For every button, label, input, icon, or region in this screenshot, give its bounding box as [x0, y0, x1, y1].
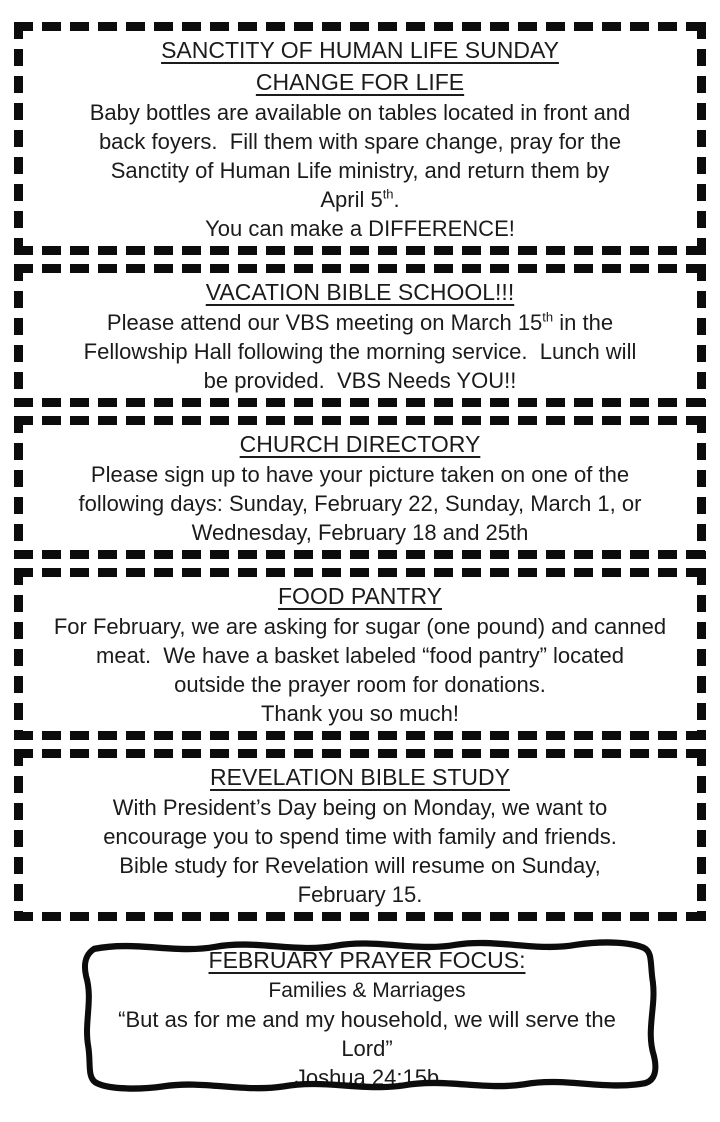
dashed-border-left — [14, 22, 23, 255]
section-title: FEBRUARY PRAYER FOCUS: — [208, 947, 526, 973]
body-line: back foyers. Fill them with spare change, pray for the — [98, 129, 622, 154]
body-line: Wednesday, February 18 and 25th — [191, 520, 529, 545]
body-line: February 15. — [297, 882, 423, 907]
section-title: VACATION BIBLE SCHOOL!!! — [205, 279, 515, 305]
body-line: Families & Marriages — [268, 979, 466, 1002]
body-line: be provided. VBS Needs YOU!! — [203, 368, 517, 393]
body-line: You can make a DIFFERENCE! — [205, 216, 515, 241]
dashed-border-right — [697, 568, 706, 740]
ordinal-superscript: th — [382, 186, 394, 202]
section-title: REVELATION BIBLE STUDY — [210, 764, 510, 790]
dashed-border-bottom — [14, 398, 706, 407]
dashed-border-top — [14, 22, 706, 31]
section-title: CHURCH DIRECTORY — [239, 431, 481, 457]
dashed-border-bottom — [14, 912, 706, 921]
bulletin-page — [0, 22, 720, 1100]
body-line: outside the prayer room for donations. — [174, 672, 546, 697]
section-title: FOOD PANTRY — [278, 583, 442, 609]
body-line: meat. We have a basket labeled “food pantry” located — [96, 643, 624, 668]
dashed-border-left — [14, 416, 23, 559]
dashed-border-left — [14, 264, 23, 407]
body-line: Please attend our VBS meeting on March 15th in the — [106, 309, 614, 335]
notice-sanctity-of-human-life-sunday — [14, 22, 706, 255]
body-line: Thank you so much! — [260, 701, 460, 726]
dashed-border-top — [14, 264, 706, 273]
notice-vacation-bible-school — [14, 264, 706, 407]
notice-february-prayer-focus — [60, 930, 674, 1100]
dashed-border-top — [14, 568, 706, 577]
body-line: Please sign up to have your picture taken on one of the — [90, 462, 630, 487]
section-title: SANCTITY OF HUMAN LIFE SUNDAY — [161, 37, 559, 63]
body-line: Lord” — [341, 1036, 393, 1061]
body-line: Bible study for Revelation will resume on Sunday, — [119, 853, 601, 878]
body-line: For February, we are asking for sugar (one pound) and canned — [53, 614, 667, 639]
dashed-border-right — [697, 749, 706, 921]
dashed-border-bottom — [14, 246, 706, 255]
dashed-border-right — [697, 264, 706, 407]
dashed-border-bottom — [14, 550, 706, 559]
body-line: Fellowship Hall following the morning service. Lunch will — [83, 339, 637, 364]
notice-revelation-bible-study — [14, 749, 706, 921]
notice-church-directory — [14, 416, 706, 559]
body-line: “But as for me and my household, we will serve the — [118, 1007, 616, 1032]
body-line: April 5th. — [320, 186, 400, 212]
body-line: encourage you to spend time with family and friends. — [103, 824, 617, 849]
body-line: Sanctity of Human Life ministry, and return them by — [110, 158, 610, 183]
body-line: Baby bottles are available on tables located in front and — [89, 100, 631, 125]
dashed-border-right — [697, 416, 706, 559]
body-line: following days: Sunday, February 22, Sunday, March 1, or — [78, 491, 642, 516]
dashed-border-left — [14, 749, 23, 921]
notice-food-pantry — [14, 568, 706, 740]
ordinal-superscript: th — [542, 309, 554, 325]
body-line: Joshua 24:15b — [294, 1065, 440, 1090]
dashed-border-bottom — [14, 731, 706, 740]
dashed-border-left — [14, 568, 23, 740]
section-subtitle: CHANGE FOR LIFE — [255, 69, 465, 95]
dashed-border-right — [697, 22, 706, 255]
body-line: With President’s Day being on Monday, we want to — [112, 795, 608, 820]
dashed-border-top — [14, 416, 706, 425]
dashed-border-top — [14, 749, 706, 758]
